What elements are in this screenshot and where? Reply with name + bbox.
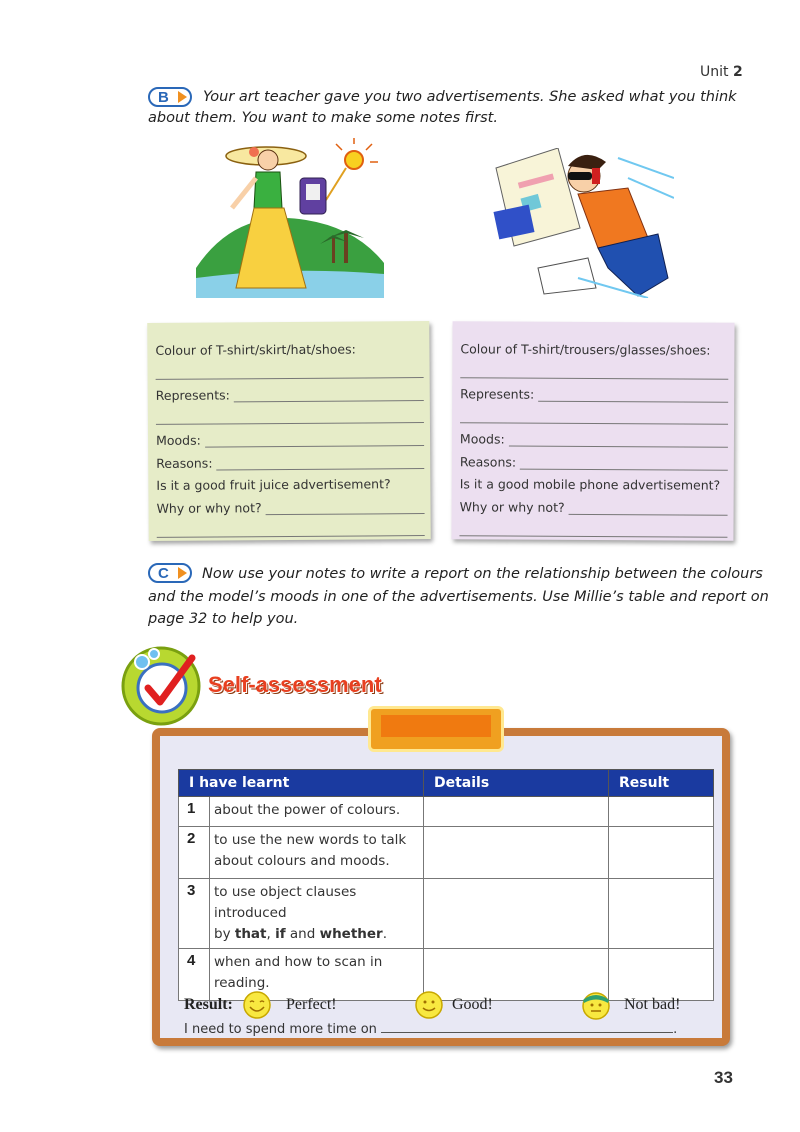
row-number: 2 [179, 827, 210, 879]
keyword-if: if [275, 926, 286, 942]
note-line[interactable]: Reasons: [460, 446, 728, 470]
section-c-instruction-line3: page 32 to help you. [148, 611, 299, 627]
note-line: Colour of T-shirt/skirt/hat/shoes: [155, 341, 356, 358]
note-line[interactable]: Moods: [156, 423, 424, 447]
note-line: Is it a good fruit juice advertisement? [156, 476, 391, 494]
smiley-perfect-icon[interactable] [242, 990, 272, 1020]
board-tab-inner [381, 715, 491, 737]
table-row [179, 879, 714, 949]
table-header-row [179, 770, 714, 797]
note-line[interactable] [460, 356, 728, 380]
result-good: Good! [452, 996, 493, 1013]
row-number: 1 [179, 797, 210, 827]
row-learnt: when and how to scan in reading. [210, 949, 424, 1001]
unit-number: 2 [732, 64, 743, 80]
phone-advert-illustration [488, 148, 674, 298]
note-line[interactable] [156, 401, 424, 425]
note-card-phone [451, 321, 734, 540]
page-number: 33 [714, 1068, 733, 1087]
note-line[interactable] [157, 514, 425, 538]
note-line[interactable]: Represents: [156, 378, 424, 402]
section-c-badge [148, 563, 192, 583]
result-row [184, 996, 233, 1014]
note-line[interactable]: Moods: [460, 424, 728, 448]
result-cell[interactable] [609, 827, 714, 879]
result-cell[interactable] [609, 949, 714, 1001]
table-row [179, 797, 714, 827]
board-tab [368, 706, 504, 752]
section-b-instruction-line1: Your art teacher gave you two advertisements. She asked what you think [203, 89, 737, 105]
section-c-instruction-line2: and the model’s moods in one of the advertisements. Use Millie’s table and report on [148, 589, 769, 605]
result-cell[interactable] [609, 879, 714, 949]
result-perfect: Perfect! [286, 996, 337, 1013]
result-cell[interactable] [609, 797, 714, 827]
section-b-letter: B [158, 88, 169, 106]
section-b-instruction-line2: about them. You want to make some notes first. [148, 110, 498, 126]
unit-prefix: Unit [700, 64, 729, 80]
keyword-whether: whether [319, 926, 383, 942]
arrow-right-icon [178, 567, 187, 579]
section-c-instruction-line1: Now use your notes to write a report on the relationship between the colours [202, 566, 763, 582]
details-cell[interactable] [424, 879, 609, 949]
row-learnt: to use object clauses introduced by that, if and whether. [210, 879, 424, 949]
details-cell[interactable] [424, 797, 609, 827]
details-cell[interactable] [424, 827, 609, 879]
spend-blank[interactable] [381, 1020, 673, 1033]
note-line: Colour of T-shirt/trousers/glasses/shoes: [460, 340, 711, 358]
section-c-letter: C [158, 564, 169, 582]
note-line[interactable]: Why or why not? [460, 491, 728, 515]
note-line[interactable]: Reasons: [156, 446, 424, 470]
row-number: 4 [179, 949, 210, 1001]
header-learnt: I have learnt [179, 770, 424, 797]
juice-advert-illustration [196, 138, 384, 298]
row-number: 3 [179, 879, 210, 949]
note-card-juice [147, 321, 431, 541]
smiley-not-bad-icon[interactable] [580, 988, 612, 1020]
unit-label [700, 64, 743, 80]
note-line[interactable]: Represents: [460, 378, 728, 402]
spend-more-time-line: I need to spend more time on . [184, 1022, 678, 1037]
header-result: Result [609, 770, 714, 797]
header-details: Details [424, 770, 609, 797]
result-not-bad: Not bad! [624, 996, 681, 1013]
self-assessment-table [178, 769, 714, 1001]
smiley-good-icon[interactable] [414, 990, 444, 1020]
self-assessment-title: Self-assessment [208, 672, 382, 697]
note-line[interactable] [459, 514, 727, 538]
note-line[interactable] [155, 356, 423, 380]
result-label: Result: [184, 996, 233, 1013]
keyword-that: that [234, 926, 267, 942]
row-learnt: about the power of colours. [210, 797, 424, 827]
row-learnt: to use the new words to talk about colours and moods. [210, 827, 424, 879]
checkmark-badge-icon [116, 640, 206, 730]
note-line[interactable] [460, 401, 728, 425]
section-b-badge [148, 87, 192, 107]
table-row [179, 827, 714, 879]
note-line[interactable]: Why or why not? [156, 491, 424, 515]
arrow-right-icon [178, 91, 187, 103]
note-line: Is it a good mobile phone advertisement? [459, 476, 721, 493]
